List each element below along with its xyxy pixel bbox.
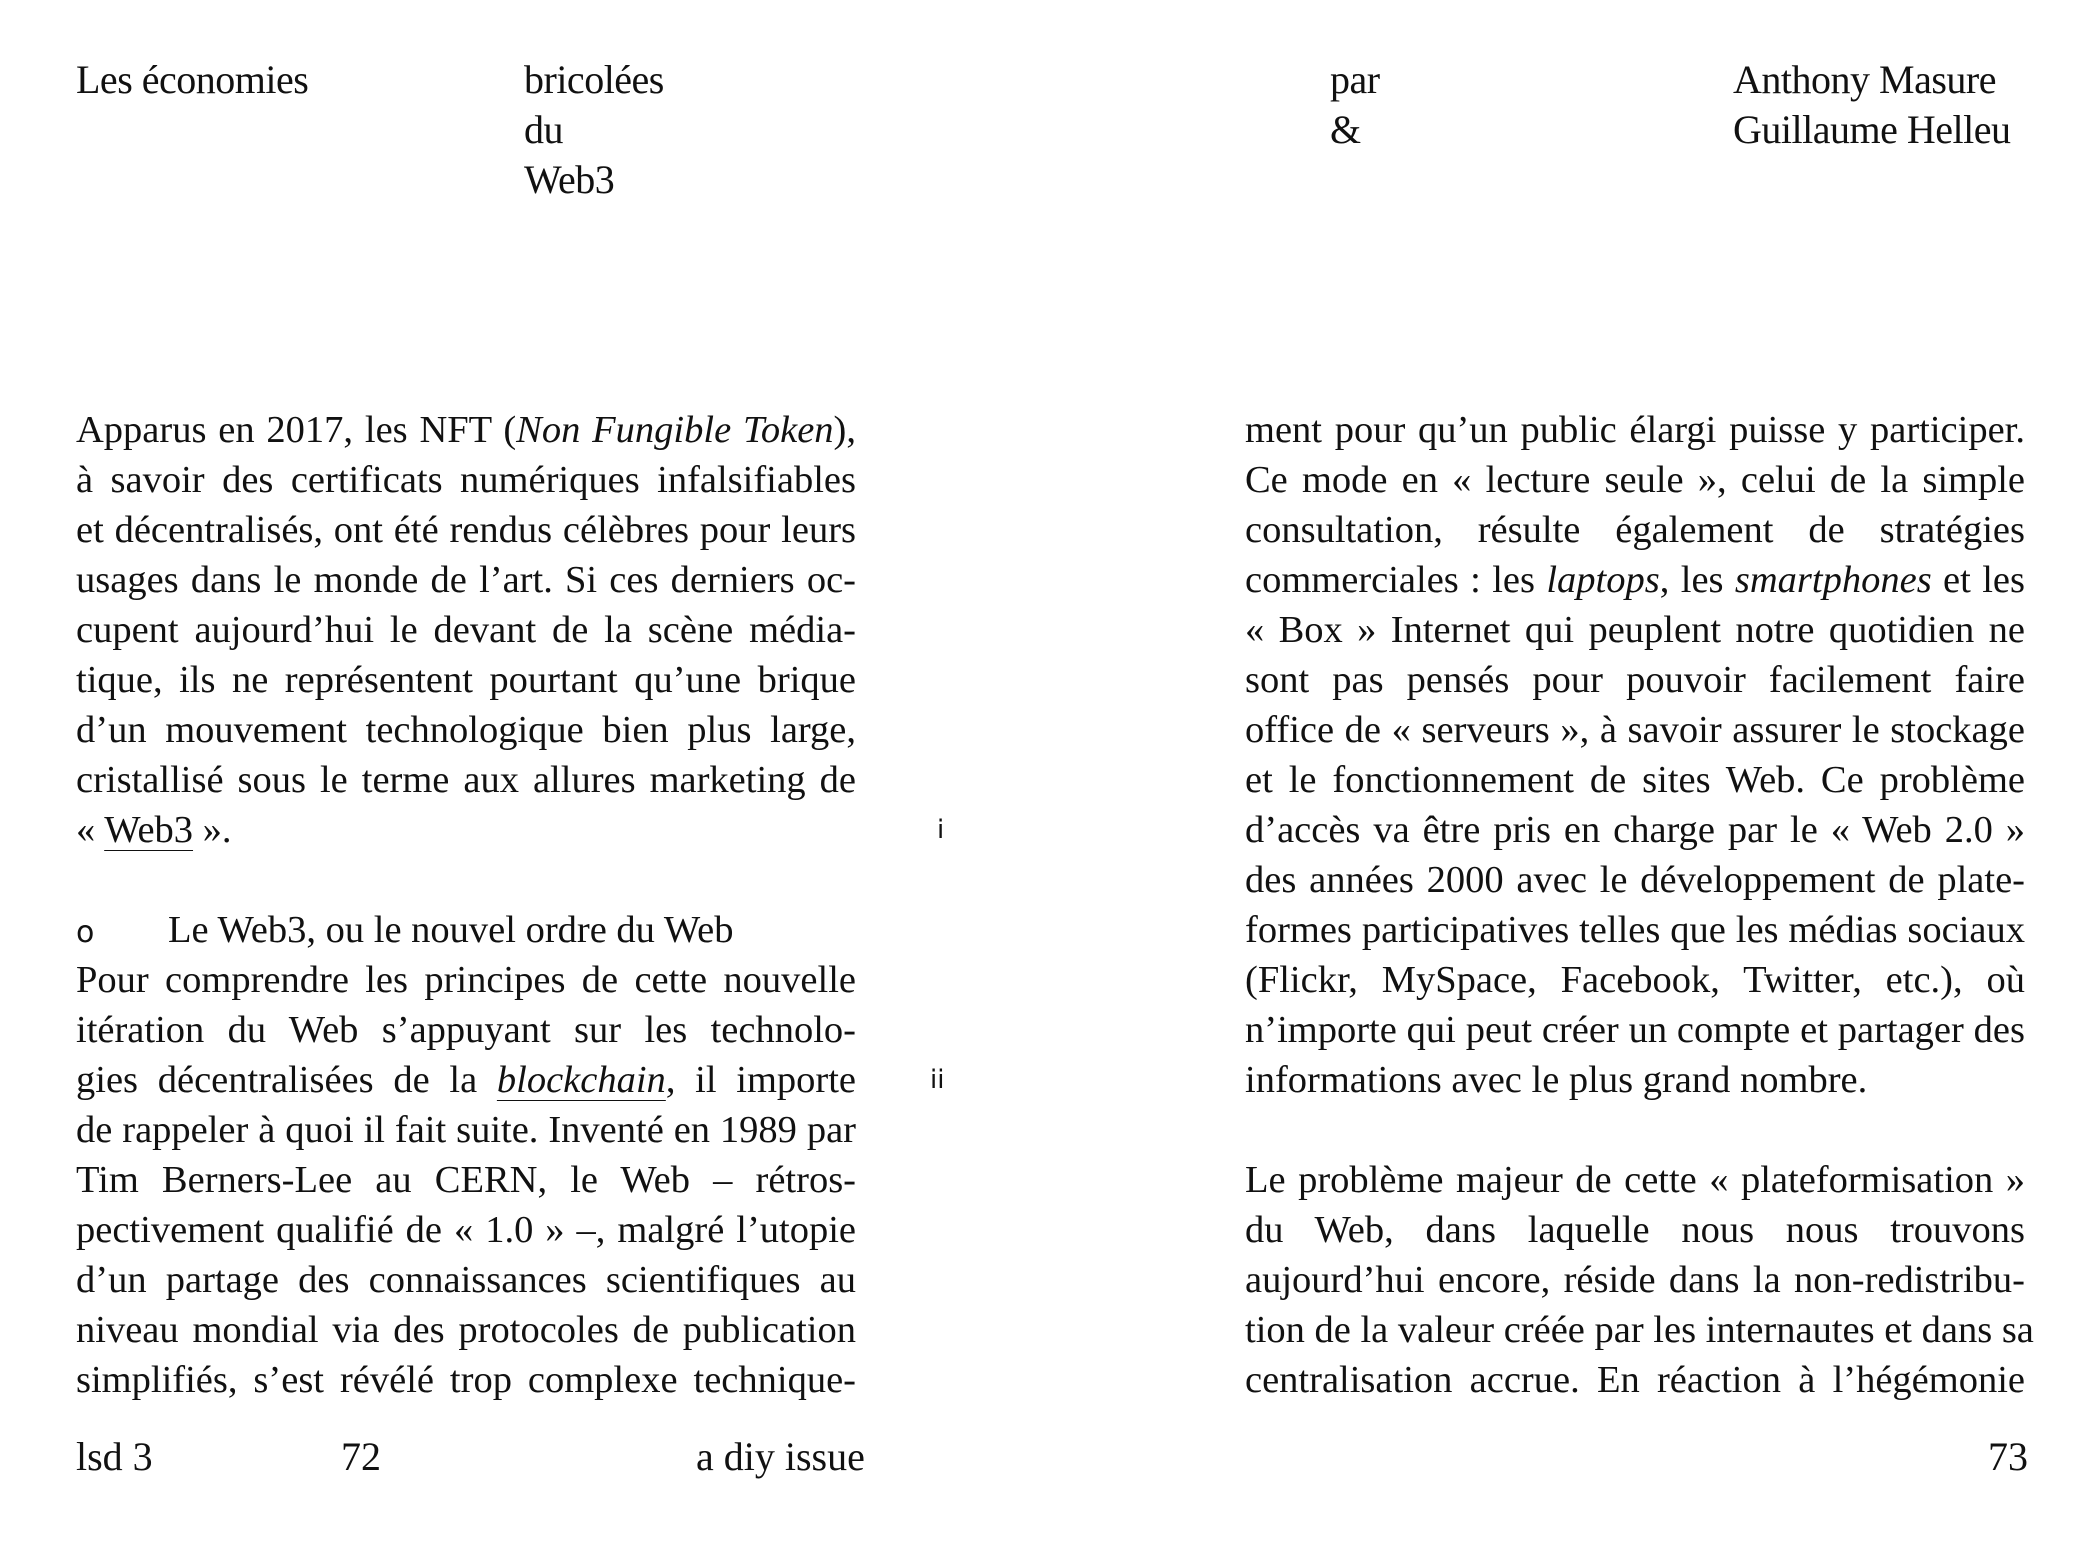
section-title: Le Web3, ou le nouvel ordre du Web [168, 909, 734, 951]
section-paragraph: Pour comprendre les principes de cette nouvelle itération du Web s’appuyant sur les technolo- gies décentralisées de la blockchain, il importe de rappeler à quoi il fait suite. Inventé en 1989 par Tim Berners-Lee au CERN, le Web – rétros- pectivement qualifié de « 1.0 » –, malgré l’utopie d’un partage des connaissances scientifiques au niveau mondial via des protocoles de publication simplifiés, s’est révélé trop complexe technique- [76, 959, 856, 1401]
header-connector: par & [1330, 57, 1380, 152]
author-name: Anthony Masure [1733, 57, 1996, 102]
web3-link[interactable]: Web3 [104, 809, 194, 851]
blockchain-link[interactable]: blockchain [496, 1059, 666, 1101]
intro-paragraph: Apparus en 2017, les NFT (Non Fungible Token), à savoir des certificats numériques infalsifiables et décentralisés, ont été rendus célèbres pour leurs usages dans le monde de l’art. Si ces derniers oc- cupent aujourd’hui le devant de la scène média- tique, ils ne représentent pourtant qu’une brique d’un mouvement technologique bien plus large, cristallisé sous le terme aux allures marketing de « Web3 ». [76, 409, 856, 851]
header-authors [1733, 55, 2010, 155]
header-title-part2: bricolées du Web3 [524, 57, 664, 202]
paragraph-gap [76, 855, 856, 905]
paragraph-gap [1245, 1105, 2025, 1155]
body-paragraph: ment pour qu’un public élargi puisse y participer. Ce mode en « lecture seule », celui de la simple consultation, résulte également de stratégies commerciales : les laptops, les smartphones et les « Box » Internet qui peuplent notre quotidien ne sont pas pensés pour pouvoir facilement faire office de « serveurs », à savoir assurer le stockage et le fonctionnement de sites Web. Ce problème d’accès va être pris en charge par le « Web 2.0 » des années 2000 avec le développement de plate- formes participatives telles que les médias sociaux (Flickr, MySpace, Facebook, Twitter, etc.), où n’importe qui peut créer un compte et partager des informations avec le plus grand nombre. [1245, 409, 2025, 1101]
margin-note-marker[interactable]: ii [930, 1065, 945, 1095]
section-heading [76, 905, 856, 955]
page-number-right: 73 [1988, 1434, 2028, 1479]
page-number-left: 72 [341, 1434, 381, 1479]
body-paragraph: Le problème majeur de cette « plateformisation » du Web, dans laquelle nous nous trouvons aujourd’hui encore, réside dans la non-redistribu- tion de la valeur créée par les internautes et dans sa centralisation accrue. En réaction à l’hégémonie [1245, 1159, 2034, 1401]
header-title-part1: Les économies [76, 57, 309, 102]
author-name: Guillaume Helleu [1733, 107, 2011, 152]
right-page-body [1245, 405, 2034, 1405]
section-number: o [76, 915, 95, 950]
margin-note-marker[interactable]: i [937, 815, 945, 845]
left-page-body [76, 405, 856, 1405]
footer-theme: a diy issue [696, 1434, 865, 1479]
nft-definition: Non Fungible Token [516, 409, 834, 451]
footer-issue: lsd 3 [76, 1434, 153, 1479]
